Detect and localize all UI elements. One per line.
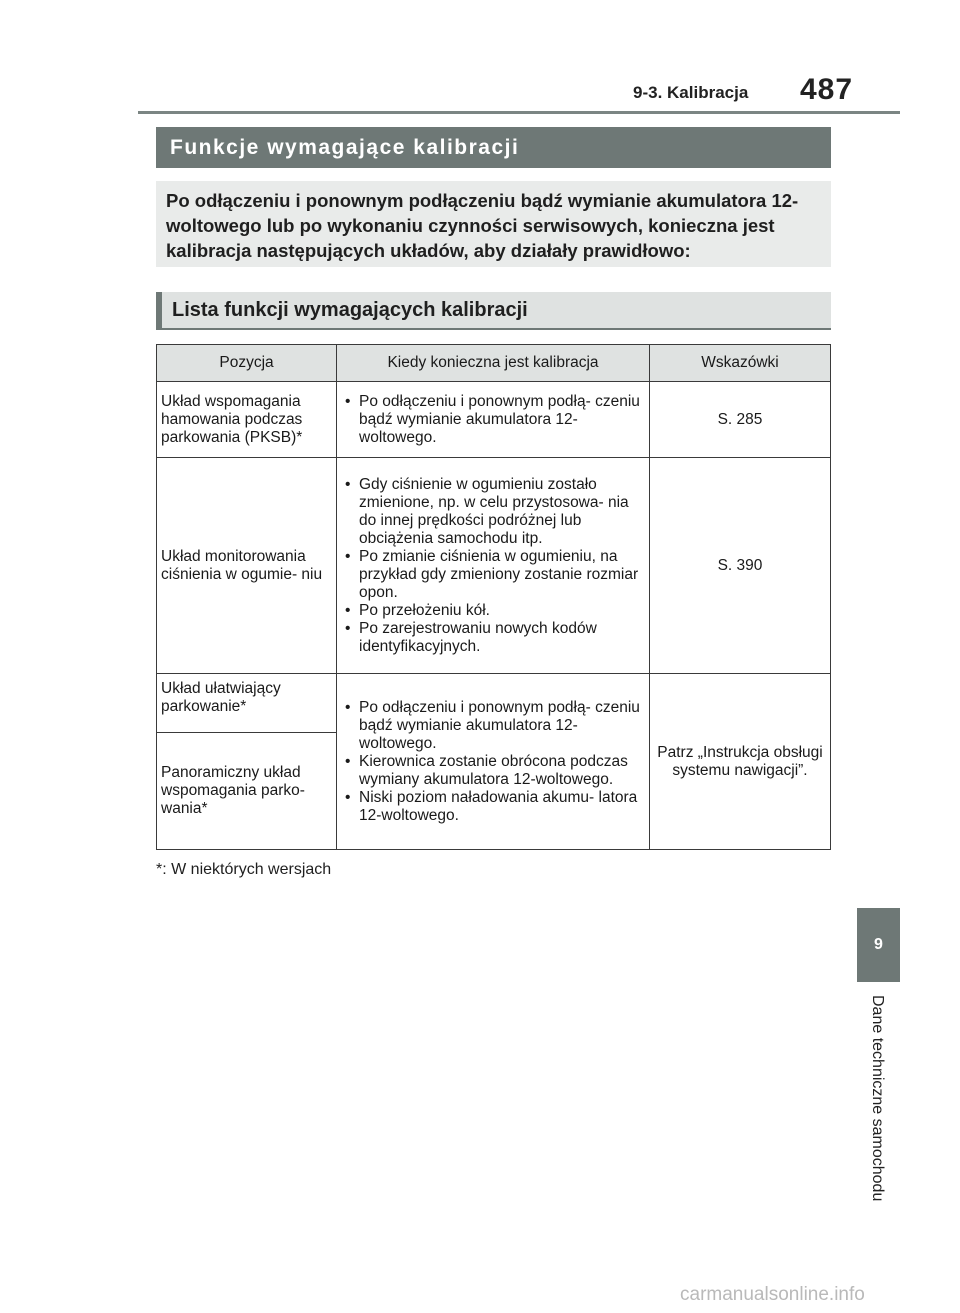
- bullet-item: • Po zmianie ciśnienia w ogumieniu, na przykład gdy zmieniony zostanie rozmiar opon.: [341, 548, 645, 602]
- column-header-when: Kiedy konieczna jest kalibracja: [337, 345, 650, 382]
- row-position: Układ ułatwiający parkowanie*: [157, 674, 337, 733]
- row-position: Układ wspomagania hamowania podczas parkowania (PKSB)*: [157, 382, 337, 458]
- section-title-bar: [156, 127, 831, 168]
- footnote: *: W niektórych wersjach: [156, 861, 332, 878]
- column-header-hints: Wskazówki: [650, 345, 831, 382]
- row-position: Panoramiczny układ wspomagania parko- wania*: [157, 733, 337, 850]
- row-hint: Patrz „Instrukcja obsługi systemu nawigacji”.: [650, 674, 831, 850]
- header-section-title: 9-3. Kalibracja: [633, 83, 749, 102]
- bullet-item: • Po przełożeniu kół.: [341, 602, 645, 620]
- watermark: carmanualsonline.info: [680, 1284, 865, 1305]
- intro-text: Po odłączeniu i ponownym podłączeniu bądź wymianie akumulatora 12-woltowego lub po wykonaniu czynności serwisowych, konieczna jest kalibracja następujących układów, aby działały prawidłowo:: [166, 190, 799, 261]
- row-hint: S. 390: [650, 458, 831, 674]
- intro-box: [156, 181, 831, 267]
- row-when: [337, 382, 650, 458]
- column-header-position: Pozycja: [157, 345, 337, 382]
- table-row: [157, 458, 831, 674]
- page-number: 487: [800, 73, 854, 106]
- table-row: [157, 382, 831, 458]
- section-title: Funkcje wymagające kalibracji: [170, 136, 520, 159]
- row-when: [337, 674, 650, 850]
- bullet-item: • Gdy ciśnienie w ogumieniu zostało zmienione, np. w celu przystosowa- nia do innej prędkości podróżnej lub obciążenia samochodu itp.: [341, 476, 645, 548]
- chapter-label: Dane techniczne samochodu: [869, 995, 886, 1202]
- table-row: [157, 674, 831, 733]
- bullet-item: • Kierownica zostanie obrócona podczas wymiany akumulatora 12-woltowego.: [341, 753, 645, 789]
- bullet-item: • Niski poziom naładowania akumu- latora 12-woltowego.: [341, 789, 645, 825]
- bullet-item: • Po zarejestrowaniu nowych kodów identyfikacyjnych.: [341, 620, 645, 656]
- table-header-row: [157, 345, 831, 382]
- row-when: [337, 458, 650, 674]
- header-divider: [138, 111, 900, 114]
- chapter-tab: [857, 908, 900, 982]
- subsection-accent: [156, 292, 162, 329]
- bullet-item: • Po odłączeniu i ponownym podłą- czeniu bądź wymianie akumulatora 12-woltowego.: [341, 393, 645, 447]
- chapter-number: 9: [874, 936, 883, 953]
- calibration-table: [156, 344, 831, 850]
- bullet-item: • Po odłączeniu i ponownym podłą- czeniu bądź wymianie akumulatora 12-woltowego.: [341, 699, 645, 753]
- subsection-underline: [156, 328, 831, 330]
- row-position: Układ monitorowania ciśnienia w ogumie- niu: [157, 458, 337, 674]
- subsection-bar: [156, 292, 831, 329]
- row-hint: S. 285: [650, 382, 831, 458]
- subsection-title: Lista funkcji wymagających kalibracji: [172, 299, 528, 321]
